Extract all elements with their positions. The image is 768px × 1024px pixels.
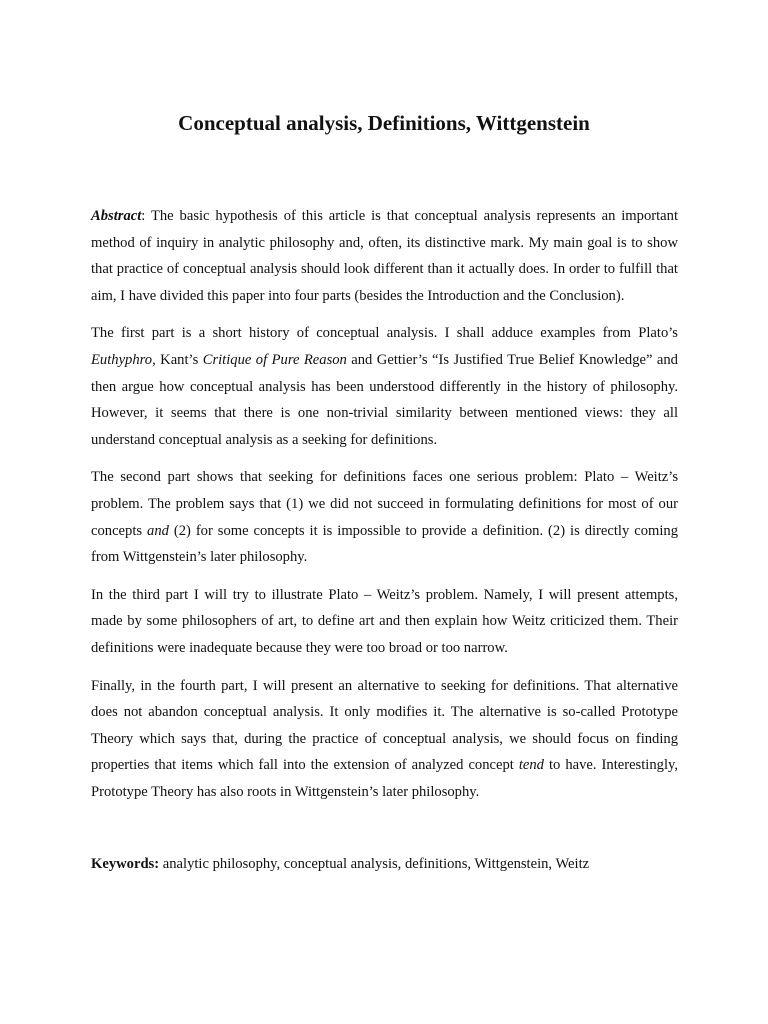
paragraph-fourth-part <box>91 673 678 806</box>
keywords-line <box>91 851 678 877</box>
paragraph-text: The first part is a short history of conceptual analysis. I shall adduce examples from Plato’s <box>91 325 678 342</box>
paragraph-first-part <box>91 320 678 453</box>
abstract-text: The basic hypothesis of this article is that conceptual analysis represents an important method of inquiry in analytic philosophy and, often, its distinctive mark. My main goal is to show that practice of conceptual analysis should look different than it actually does. In order to fulfill that aim, I have divided this paper into four parts (besides the Introduction and the Conclusion). <box>91 208 678 304</box>
italic-title-critique: Critique of Pure Reason <box>202 351 347 368</box>
italic-word-and: and <box>147 522 169 539</box>
paragraph-text: (2) for some concepts it is impossible to provide a definition. (2) is directly coming from Wittgenstein’s later philosophy. <box>91 522 678 566</box>
abstract-colon: : <box>141 208 146 224</box>
paragraph-text: and Gettier’s “Is Justified True Belief Knowledge” and then argue how conceptual analysis has been understood differently in the history of philosophy. However, it seems that there is one non-trivial similarity between mentioned views: they all understand conceptual analysis as a seeking for definitions. <box>91 351 678 448</box>
document-title: Conceptual analysis, Definitions, Wittgenstein <box>178 111 590 135</box>
paragraph-text: Finally, in the fourth part, I will present an alternative to seeking for definitions. That alternative does not abandon conceptual analysis. It only modifies it. The alternative is so-called Prototype Theory which says that, during the practice of conceptual analysis, we should focus on finding properties that items which fall into the extension of analyzed concept <box>91 677 678 774</box>
abstract-paragraph <box>91 203 678 309</box>
paragraph-text: , Kant’s <box>152 351 203 368</box>
italic-title-euthyphro: Euthyphro <box>91 351 153 368</box>
paragraph-text: to have. Interestingly, Prototype Theory has also roots in Wittgenstein’s later philosophy. <box>91 757 678 800</box>
abstract-section <box>91 203 678 805</box>
italic-word-tend: tend <box>518 757 544 774</box>
abstract-label: Abstract <box>91 208 142 224</box>
paragraph-text: The second part shows that seeking for definitions faces one serious problem: Plato – Weitz’s problem. The problem says that (1) we did not succeed in formulating definitions for most of our concepts <box>91 469 678 539</box>
keywords-text: analytic philosophy, conceptual analysis, definitions, Wittgenstein, Weitz <box>159 856 590 872</box>
paragraph-third-part: In the third part I will try to illustrate Plato – Weitz’s problem. Namely, I will present attempts, made by some philosophers of art, to define art and then explain how Weitz criticized them. Their definitions were inadequate because they were too broad or too narrow. <box>91 586 678 656</box>
paragraph-second-part <box>91 464 678 570</box>
keywords-label: Keywords: <box>91 856 160 872</box>
